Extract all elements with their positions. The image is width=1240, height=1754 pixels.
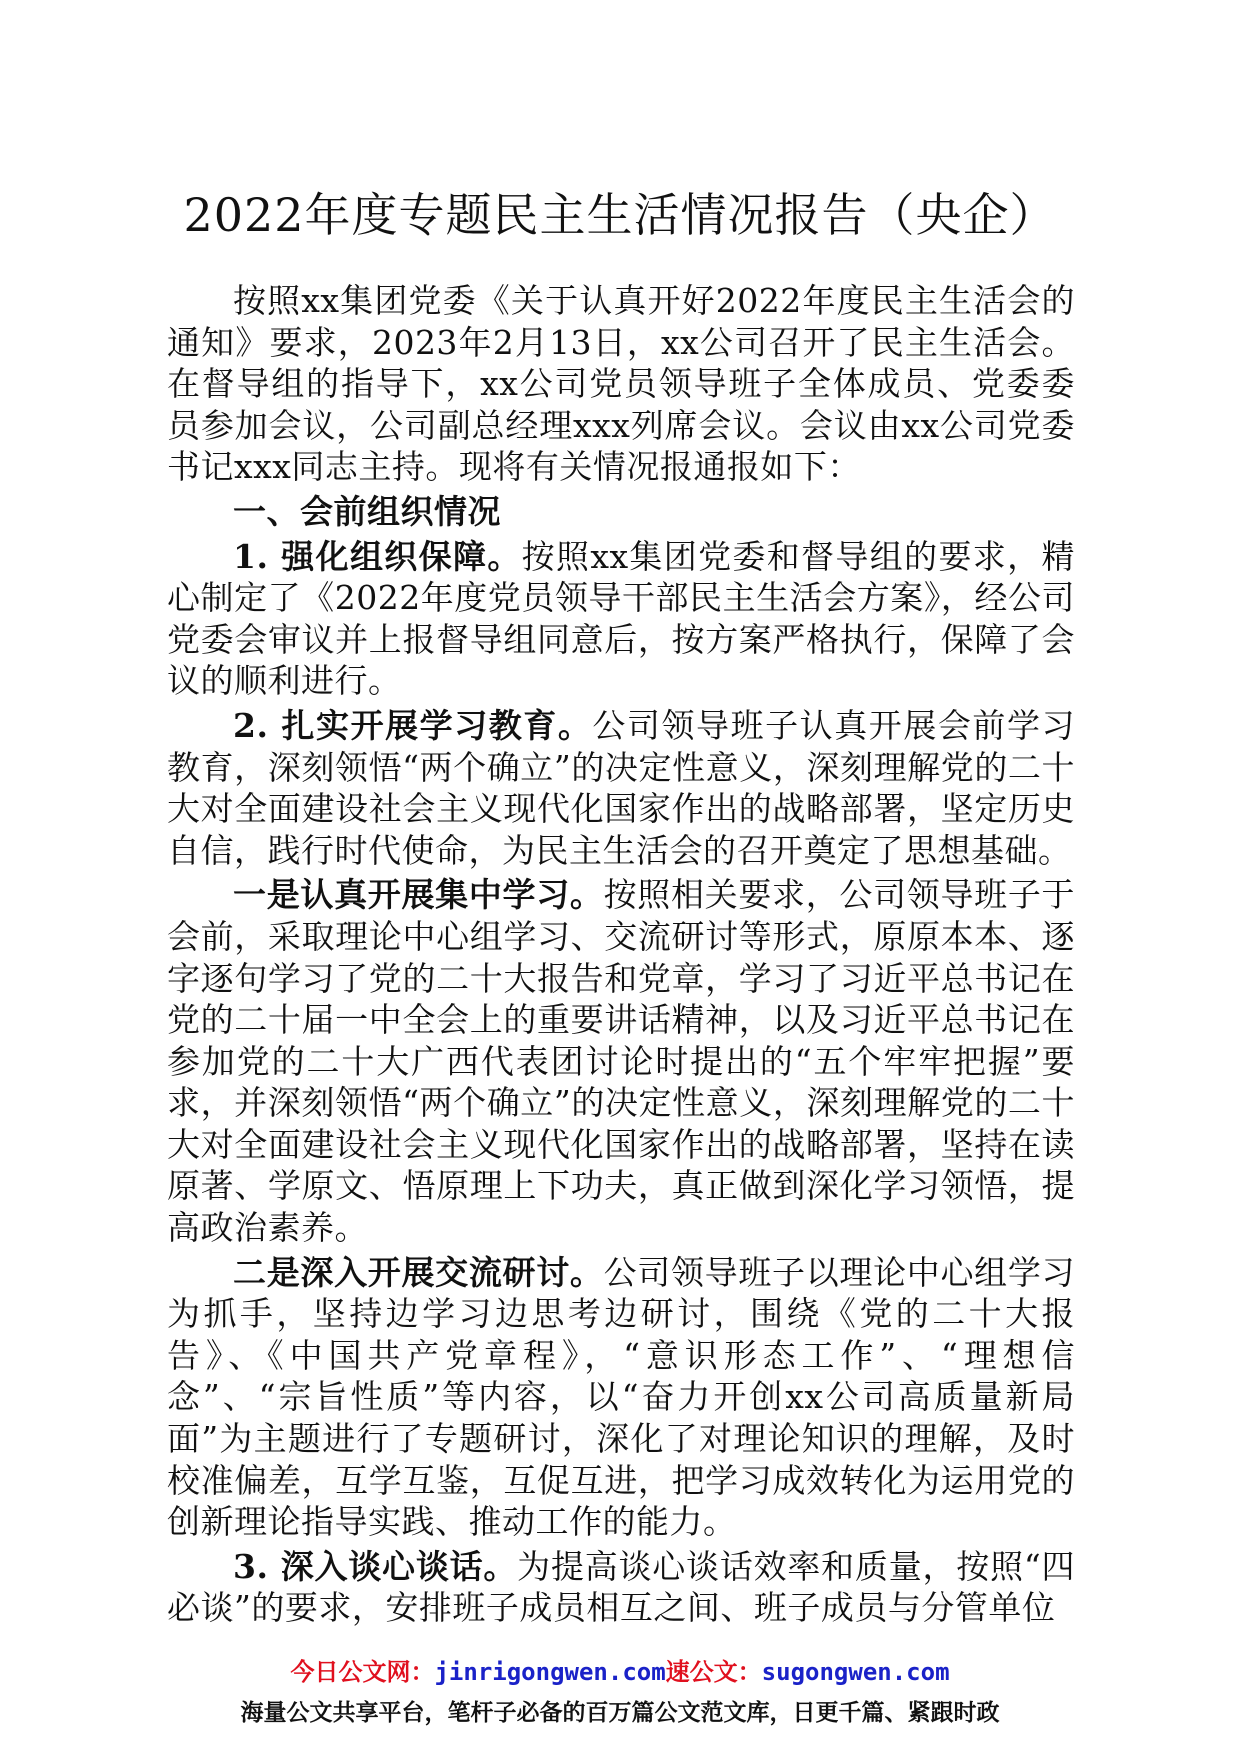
footer-slogan: 海量公文共享平台，笔杆子必备的百万篇公文范文库，日更千篇、紧跟时政 bbox=[240, 1700, 1000, 1726]
paragraph-4-lead: 二是深入开展交流研讨。 bbox=[233, 1252, 604, 1292]
paragraph-2-text: 公司领导班子认真开展会前学习教育，深刻领悟“两个确立”的决定性意义，深刻理解党的二十大对全面建设社会主义现代化国家作出的战略部署，坚定历史自信，践行时代使命，为民主生活会的召开奠定了思想基础。 bbox=[167, 705, 1075, 870]
paragraph-3 bbox=[167, 874, 1075, 1248]
document-body bbox=[167, 280, 1075, 1632]
paragraph-4 bbox=[167, 1252, 1075, 1543]
site1-link[interactable]: jinrigongwen.com bbox=[434, 1658, 666, 1686]
paragraph-2 bbox=[167, 705, 1075, 871]
paragraph-4-text: 公司领导班子以理论中心组学习为抓手，坚持边学习边思考边研讨，围绕《党的二十大报告》、《中国共产党章程》，“意识形态工作”、“理想信念”、“宗旨性质”等内容，以“奋力开创xx公司高质量新局面”为主题进行了专题研讨，深化了对理论知识的理解，及时校准偏差，互学互鉴，互促互进，把学习成效转化为运用党的创新理论指导实践、推动工作的能力。 bbox=[167, 1252, 1075, 1542]
paragraph-2-lead: 2. 扎实开展学习教育。 bbox=[233, 705, 593, 745]
site2-label: 速公文： bbox=[665, 1658, 762, 1686]
paragraph-5-text: 为提高谈心谈话效率和质量，按照“四必谈”的要求，安排班子成员相互之间、班子成员与分管单位 bbox=[167, 1546, 1075, 1628]
paragraph-3-lead: 一是认真开展集中学习。 bbox=[233, 875, 604, 915]
paragraph-1 bbox=[167, 536, 1075, 702]
intro-paragraph: 按照xx集团党委《关于认真开好2022年度民主生活会的通知》要求，2023年2月13日，xx公司召开了民主生活会。在督导组的指导下，xx公司党员领导班子全体成员、党委委员参加会议，公司副总经理xxx列席会议。会议由xx公司党委书记xxx同志主持。现将有关情况报通报如下： bbox=[167, 281, 1075, 487]
section-heading: 一、会前组织情况 bbox=[233, 491, 501, 531]
footer-sites bbox=[0, 1655, 1240, 1689]
site2-link[interactable]: sugongwen.com bbox=[761, 1658, 950, 1686]
paragraph-1-lead: 1. 强化组织保障。 bbox=[233, 536, 522, 576]
paragraph-1-text: 按照xx集团党委和督导组的要求，精心制定了《2022年度党员领导干部民主生活会方案》，经公司党委会审议并上报督导组同意后，按方案严格执行，保障了会议的顺利进行。 bbox=[167, 536, 1075, 701]
site1-label: 今日公文网： bbox=[290, 1658, 435, 1686]
document-title: 2022年度专题民主生活情况报告（央企） bbox=[183, 188, 1057, 242]
paragraph-3-text: 按照相关要求，公司领导班子于会前，采取理论中心组学习、交流研讨等形式，原原本本、逐字逐句学习了党的二十大报告和党章，学习了习近平总书记在党的二十届一中全会上的重要讲话精神，以及习近平总书记在参加党的二十大广西代表团讨论时提出的“五个牢牢把握”要求，并深刻领悟“两个确立”的决定性意义，深刻理解党的二十大对全面建设社会主义现代化国家作出的战略部署，坚持在读原著、学原文、悟原理上下功夫，真正做到深化学习领悟，提高政治素养。 bbox=[167, 875, 1075, 1248]
paragraph-5-lead: 3. 深入谈心谈话。 bbox=[233, 1546, 518, 1586]
paragraph-5 bbox=[167, 1546, 1075, 1629]
